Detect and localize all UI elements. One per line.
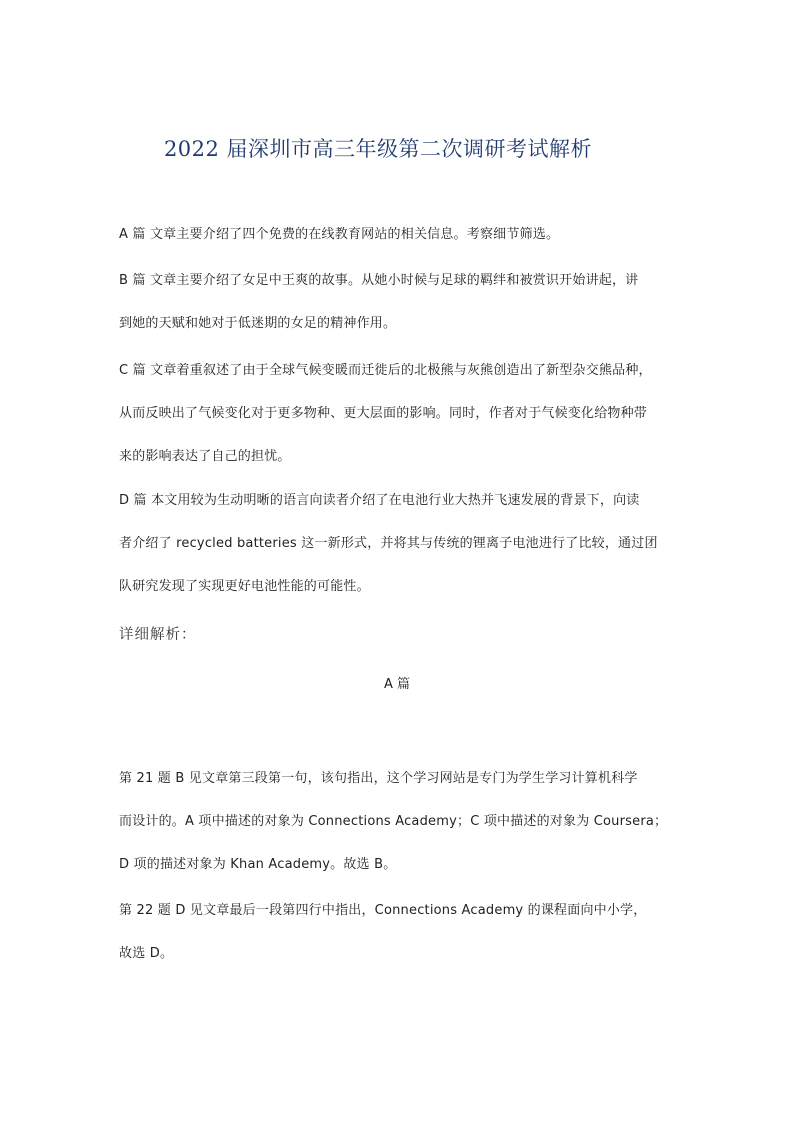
document-title: 2022 届深圳市高三年级第二次调研考试解析 <box>163 137 593 161</box>
text-line: B 篇 文章主要介绍了女足中王爽的故事。从她小时候与足球的羁绊和被赏识开始讲起，讲 <box>119 273 639 288</box>
text-line: 来的影响表达了自己的担忧。 <box>119 449 291 464</box>
text-line: 而设计的。A 项中描述的对象为 Connections Academy；C 项中描述的对象为 Coursera； <box>119 814 668 829</box>
text-line: 故选 D。 <box>119 946 174 961</box>
text-line: A 篇 文章主要介绍了四个免费的在线教育网站的相关信息。考察细节筛选。 <box>119 227 560 242</box>
text-line: 者介绍了 recycled batteries 这一新形式，并将其与传统的锂离子电池进行了比较，通过团 <box>119 536 658 551</box>
text-line: D 项的描述对象为 Khan Academy。故选 B。 <box>119 857 397 872</box>
summary-paragraph-b <box>119 259 679 345</box>
summary-paragraph-d <box>119 479 679 608</box>
text-line: C 篇 文章着重叙述了由于全球气候变暖而迁徙后的北极熊与灰熊创造出了新型杂交熊品种， <box>119 363 652 378</box>
question-22-explanation <box>119 889 679 975</box>
text-line: D 篇 本文用较为生动明晰的语言向读者介绍了在电池行业大热并飞速发展的背景下，向读 <box>119 493 640 508</box>
text-line: 从而反映出了气候变化对于更多物种、更大层面的影响。同时，作者对于气候变化给物种带 <box>119 406 648 421</box>
section-heading: A 篇 <box>383 677 411 692</box>
summary-paragraph-a <box>119 213 679 256</box>
text-line: 到她的天赋和她对于低迷期的女足的精神作用。 <box>119 316 397 331</box>
question-21-explanation <box>119 757 679 886</box>
text-line: 第 22 题 D 见文章最后一段第四行中指出，Connections Academy 的课程面向中小学， <box>119 903 647 918</box>
summary-paragraph-c <box>119 349 679 478</box>
text-line: 第 21 题 B 见文章第三段第一句，该句指出，这个学习网站是专门为学生学习计算机科学 <box>119 771 638 786</box>
detail-analysis-label: 详细解析： <box>119 627 197 643</box>
text-line: 队研究发现了实现更好电池性能的可能性。 <box>119 579 370 594</box>
